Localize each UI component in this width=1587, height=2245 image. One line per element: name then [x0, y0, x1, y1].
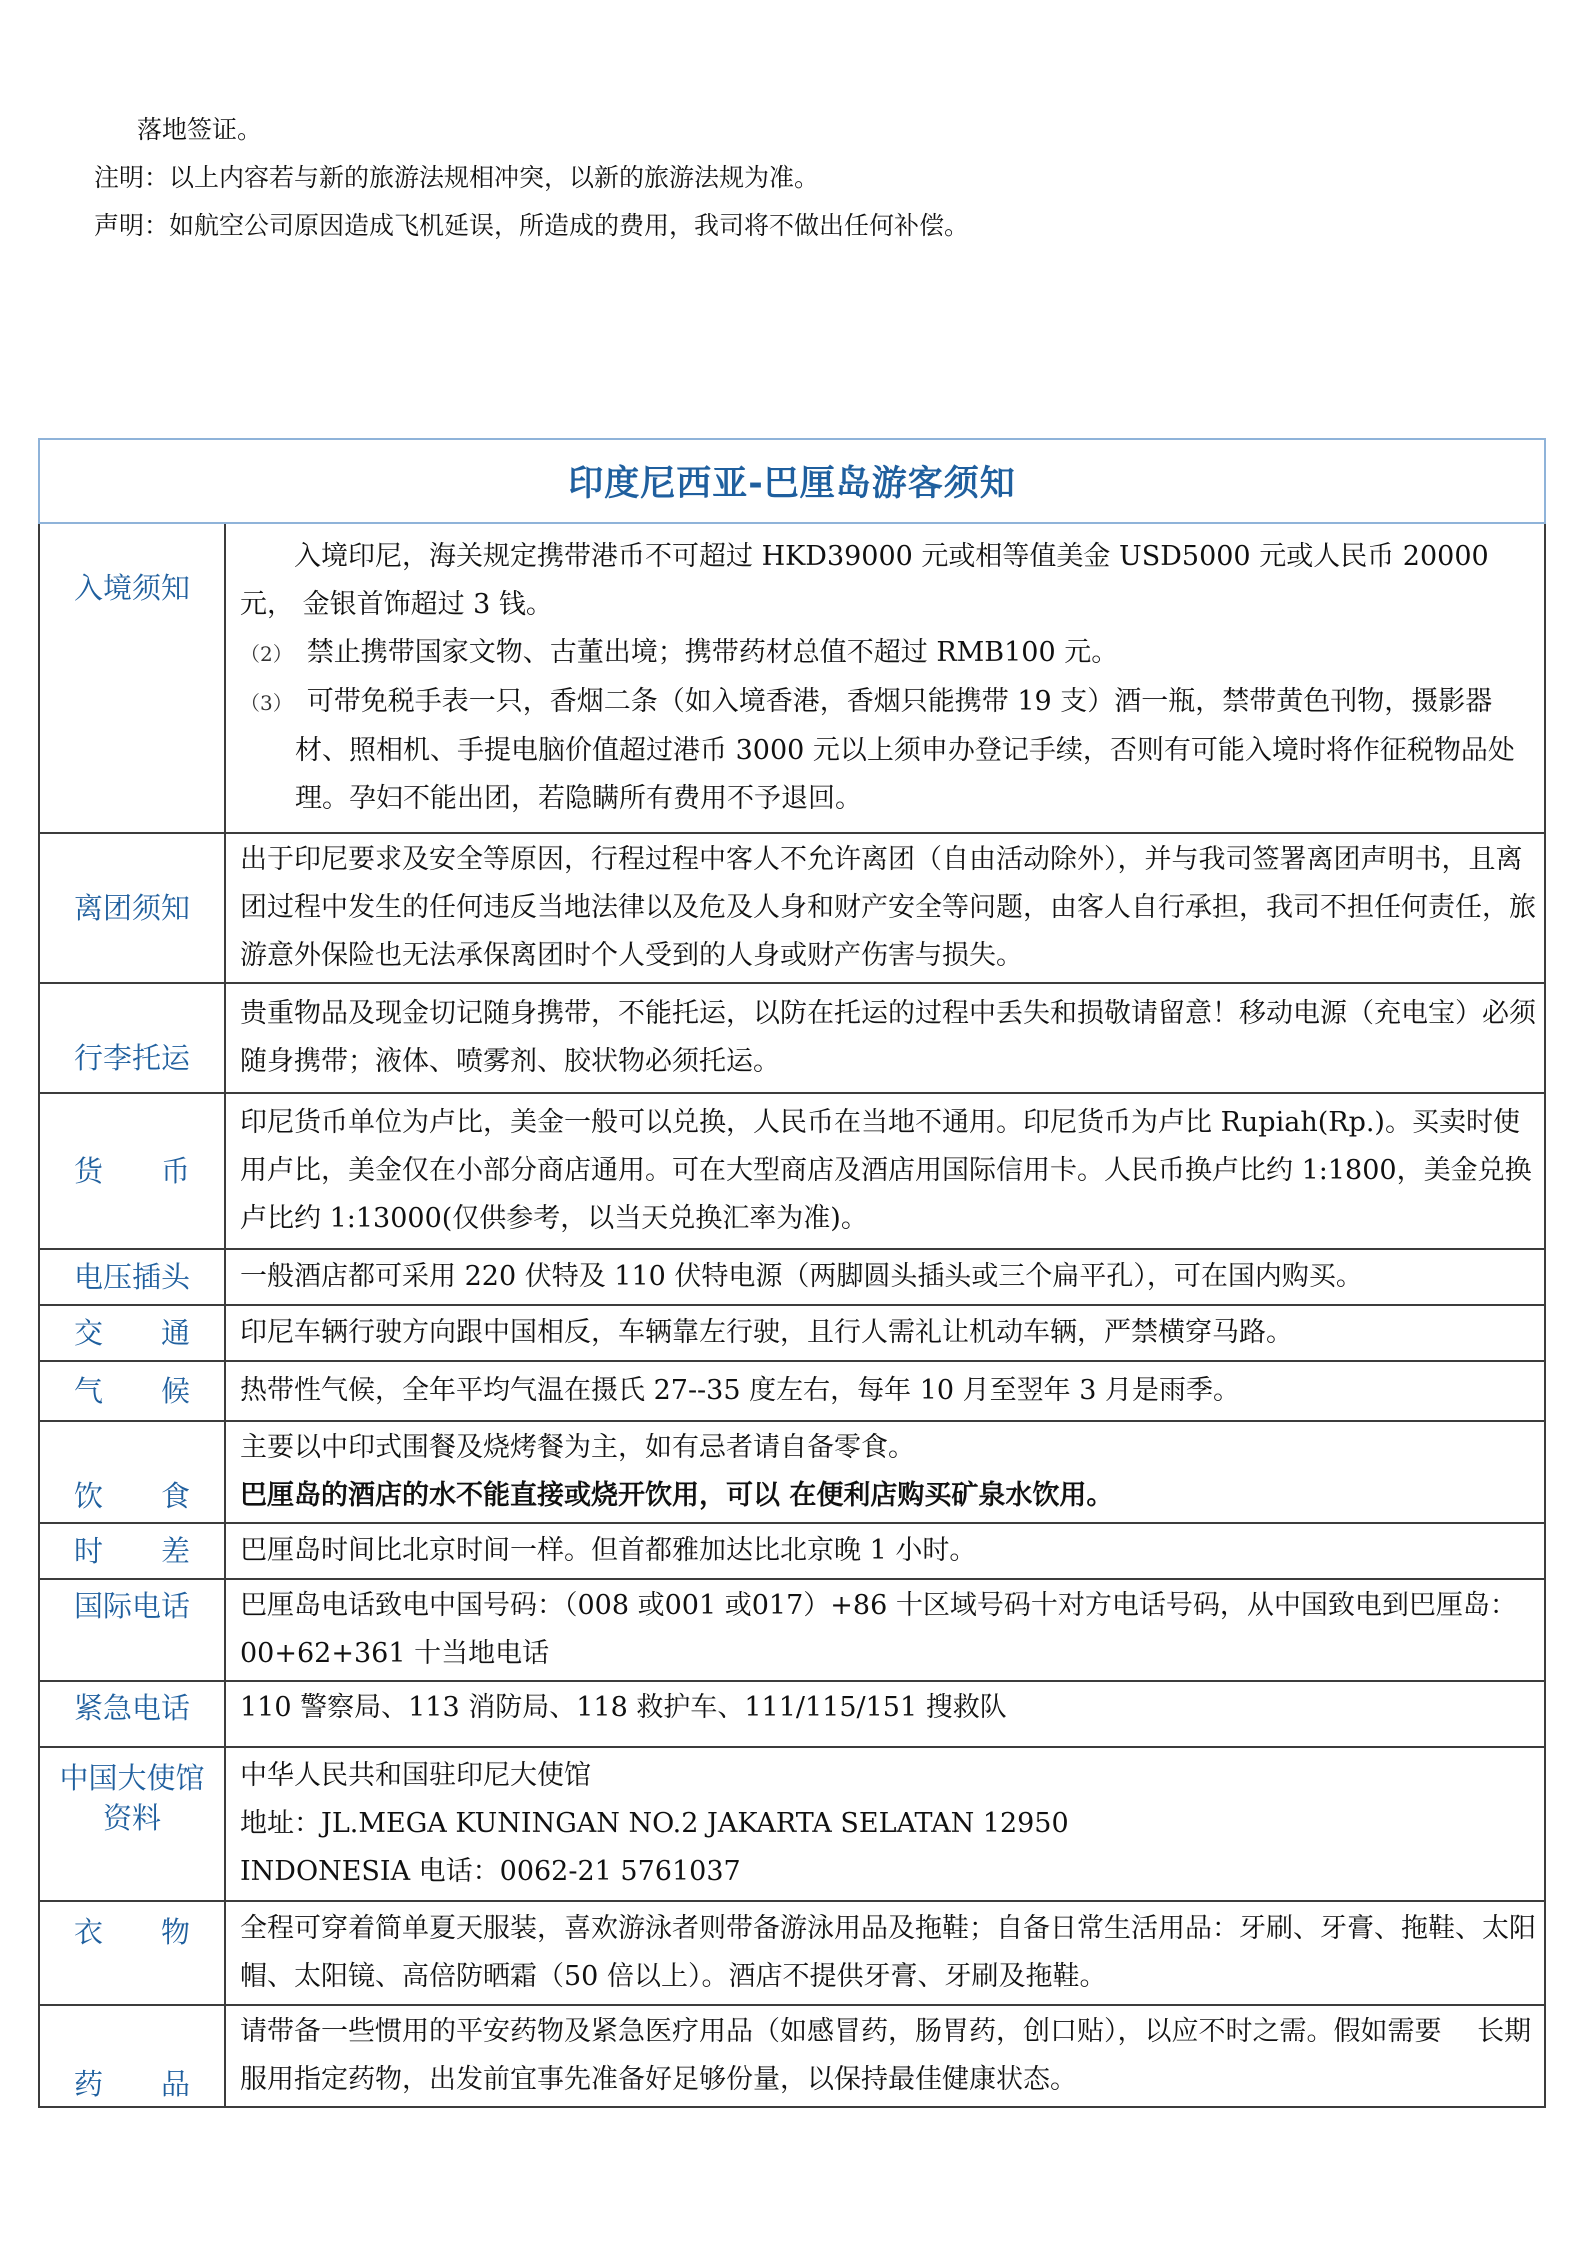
- table-row: [39, 1681, 1545, 1747]
- table-row: [39, 983, 1545, 1093]
- row-label-clothing: 衣 物: [39, 1901, 225, 2005]
- row-content-embassy: [225, 1747, 1545, 1901]
- table-row: [39, 1361, 1545, 1421]
- row-label-leaving-group: 离团须知: [39, 833, 225, 983]
- row-content-intl-phone: 巴厘岛电话致电中国号码：（008 或001 或017）+86 十区域号码十对方电话号码，从中国致电到巴厘岛：00+62+361 十当地电话: [225, 1579, 1545, 1681]
- entry-para-2-text: 禁止携带国家文物、古董出境；携带药材总值不超过 RMB100 元。: [306, 637, 1119, 668]
- table-row: [39, 1579, 1545, 1681]
- embassy-phone: INDONESIA 电话：0062-21 5761037: [240, 1856, 741, 1887]
- food-line-2: 巴厘岛的酒店的水不能直接或烧开饮用，可以 在便利店购买矿泉水饮用。: [240, 1480, 1114, 1511]
- row-content-traffic: 印尼车辆行驶方向跟中国相反，车辆靠左行驶，且行人需礼让机动车辆，严禁横穿马路。: [225, 1305, 1545, 1361]
- embassy-name: 中华人民共和国驻印尼大使馆: [240, 1760, 591, 1791]
- table-row: [39, 833, 1545, 983]
- table-row: [39, 2005, 1545, 2107]
- title-row: [39, 439, 1545, 523]
- entry-para-3: [240, 678, 1540, 823]
- row-content-entry: [225, 523, 1545, 833]
- table-row: [39, 1523, 1545, 1579]
- title-cell: [39, 439, 1545, 523]
- row-label-intl-phone: 国际电话: [39, 1579, 225, 1681]
- row-content-voltage: 一般酒店都可采用 220 伏特及 110 伏特电源（两脚圆头插头或三个扁平孔），可在国内购买。: [225, 1249, 1545, 1305]
- row-label-voltage: 电压插头: [39, 1249, 225, 1305]
- table-title: 印度尼西亚-巴厘岛游客须知: [568, 464, 1016, 504]
- entry-para-2: [240, 629, 1540, 678]
- row-label-traffic: 交 通: [39, 1305, 225, 1361]
- table-row: [39, 1093, 1545, 1249]
- row-content-leaving-group: 出于印尼要求及安全等原因，行程过程中客人不允许离团（自由活动除外），并与我司签署离团声明书，且离团过程中发生的任何违反当地法律以及危及人身和财产安全等问题，由客人自行承担，我司不担任何责任，旅游意外保险也无法承保离团时个人受到的人身或财产伤害与损失。: [225, 833, 1545, 983]
- entry-para-1: 入境印尼，海关规定携带港币不可超过 HKD39000 元或相等值美金 USD5000 元或人民币 20000 元， 金银首饰超过 3 钱。: [240, 541, 1489, 620]
- row-label-climate: 气 候: [39, 1361, 225, 1421]
- row-content-food: [225, 1421, 1545, 1523]
- row-label-luggage: 行李托运: [39, 983, 225, 1093]
- tourist-notice-table: [38, 438, 1546, 2108]
- table-row: [39, 523, 1545, 833]
- row-content-luggage: 贵重物品及现金切记随身携带，不能托运，以防在托运的过程中丢失和损敬请留意！移动电源（充电宝）必须随身携带；液体、喷雾剂、胶状物必须托运。: [225, 983, 1545, 1093]
- row-label-emergency: 紧急电话: [39, 1681, 225, 1747]
- row-content-medicine: 请带备一些惯用的平安药物及紧急医疗用品（如感冒药，肠胃药，创口贴），以应不时之需。假如需要 长期服用指定药物，出发前宜事先准备好足够份量，以保持最佳健康状态。: [225, 2005, 1545, 2107]
- row-label-time-difference: 时 差: [39, 1523, 225, 1579]
- row-label-entry: 入境须知: [39, 523, 225, 833]
- regulation-note: 注明：以上内容若与新的旅游法规相冲突，以新的旅游法规为准。: [94, 163, 820, 192]
- row-label-currency: 货 币: [39, 1093, 225, 1249]
- table-row: [39, 1249, 1545, 1305]
- row-content-clothing: 全程可穿着简单夏天服装，喜欢游泳者则带备游泳用品及拖鞋；自备日常生活用品：牙刷、牙膏、拖鞋、太阳帽、太阳镜、高倍防晒霜（50 倍以上）。酒店不提供牙膏、牙刷及拖鞋。: [225, 1901, 1545, 2005]
- table-row: [39, 1421, 1545, 1523]
- row-label-medicine: 药 品: [39, 2005, 225, 2107]
- disclaimer-note: 声明：如航空公司原因造成飞机延误，所造成的费用，我司将不做出任何补偿。: [94, 211, 970, 240]
- table-row: [39, 1901, 1545, 2005]
- row-label-embassy: 中国大使馆资料: [39, 1747, 225, 1901]
- table-row: [39, 1747, 1545, 1901]
- row-label-food: 饮 食: [39, 1421, 225, 1523]
- embassy-address: 地址：JL.MEGA KUNINGAN NO.2 JAKARTA SELATAN 12950: [240, 1808, 1069, 1839]
- row-content-currency: 印尼货币单位为卢比，美金一般可以兑换，人民币在当地不通用。印尼货币为卢比 Rupiah(Rp.)。买卖时使用卢比，美金仅在小部分商店通用。可在大型商店及酒店用国际信用卡。人民币换卢比约 1:1800，美金兑换卢比约 1:13000(仅供参考，以当天兑换汇率为准)。: [225, 1093, 1545, 1249]
- food-line-1: 主要以中印式围餐及烧烤餐为主，如有忌者请自备零食。: [240, 1432, 915, 1463]
- table-row: [39, 1305, 1545, 1361]
- list-number: （2）: [240, 642, 293, 666]
- row-content-emergency: 110 警察局、113 消防局、118 救护车、111/115/151 搜救队: [225, 1681, 1545, 1747]
- visa-note: 落地签证。: [137, 115, 263, 144]
- entry-para-3-text: 可带免税手表一只，香烟二条（如入境香港，香烟只能携带 19 支）酒一瓶，禁带黄色刊物，摄影器材、照相机、手提电脑价值超过港币 3000 元以上须申办登记手续，否则有可能入境时将作征税物品处理。孕妇不能出团，若隐瞒所有费用不予退回。: [295, 686, 1515, 814]
- row-content-climate: 热带性气候，全年平均气温在摄氏 27--35 度左右，每年 10 月至翌年 3 月是雨季。: [225, 1361, 1545, 1421]
- row-content-time-difference: 巴厘岛时间比北京时间一样。但首都雅加达比北京晚 1 小时。: [225, 1523, 1545, 1579]
- list-number: （3）: [240, 691, 293, 715]
